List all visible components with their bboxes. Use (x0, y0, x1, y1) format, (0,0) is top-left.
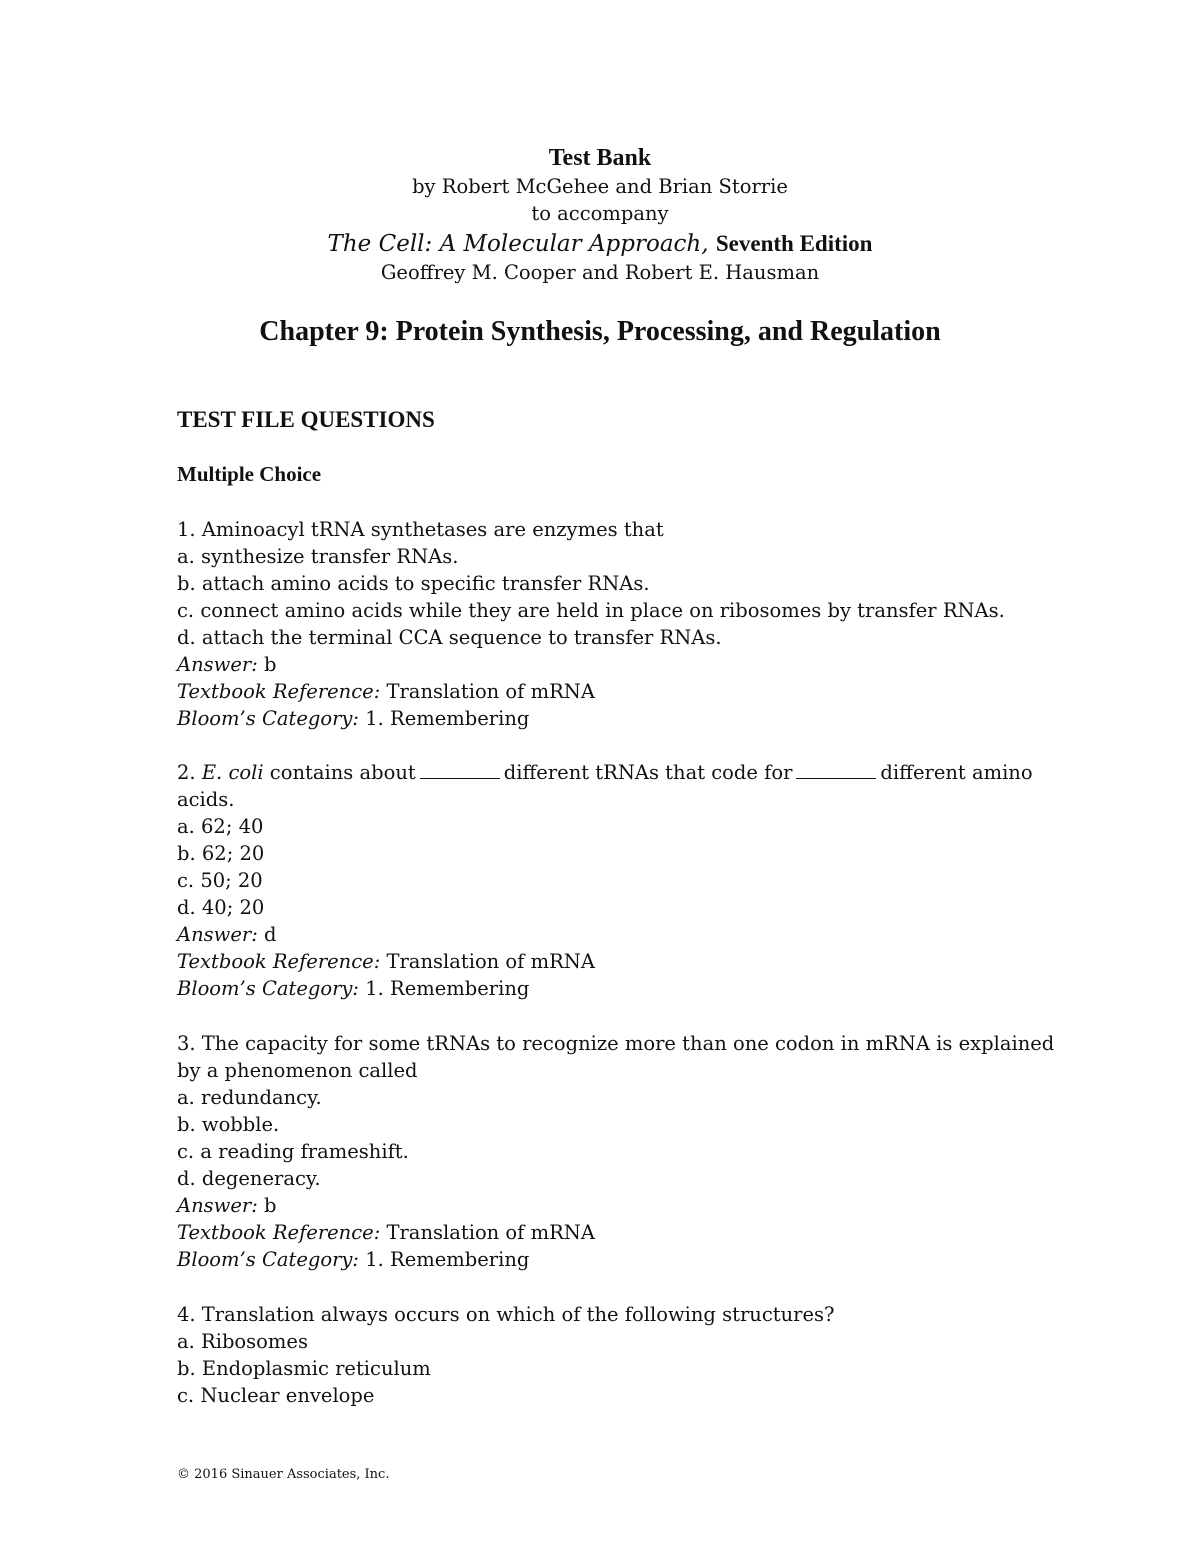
organism-name: E. coli (201, 761, 264, 784)
option: d. 40; 20 (177, 896, 265, 919)
question-number: 2. (177, 761, 196, 784)
option: b. 62; 20 (177, 842, 265, 865)
question-stem-continued: acids. (177, 788, 235, 811)
reference-label: Textbook Reference: (177, 950, 381, 973)
bloom-line (177, 1250, 529, 1270)
stem-part: contains about (269, 761, 416, 784)
answer-value: b (263, 1194, 277, 1217)
reference-label: Textbook Reference: (177, 1221, 381, 1244)
doc-title: Test Bank (548, 145, 652, 171)
option: c. Nuclear envelope (177, 1384, 375, 1407)
option: d. attach the terminal CCA sequence to transfer RNAs. (177, 626, 722, 649)
option: c. connect amino acids while they are held in place on ribosomes by transfer RNAs. (177, 599, 1005, 622)
doc-accompany: to accompany (531, 202, 669, 225)
stem-part: different tRNAs that code for (503, 761, 793, 784)
answer-line (177, 655, 276, 675)
subsection-title: Multiple Choice (177, 462, 322, 486)
option: b. attach amino acids to specific transfer RNAs. (177, 572, 650, 595)
book-title-line (0, 232, 1200, 256)
bloom-value: 1. Remembering (365, 707, 530, 730)
bloom-value: 1. Remembering (365, 1248, 530, 1271)
answer-label: Answer: (177, 1194, 258, 1217)
book-authors: Geoffrey M. Cooper and Robert E. Hausman (380, 261, 820, 284)
option: a. Ribosomes (177, 1330, 308, 1353)
bloom-label: Bloom’s Category: (177, 707, 359, 730)
question-stem-continued: by a phenomenon called (177, 1059, 418, 1082)
bloom-line (177, 709, 529, 729)
option: a. 62; 40 (177, 815, 264, 838)
book-edition: Seventh Edition (715, 231, 873, 256)
doc-authors: by Robert McGehee and Brian Storrie (412, 175, 788, 198)
reference-line (177, 682, 595, 702)
option: d. degeneracy. (177, 1167, 321, 1190)
answer-line (177, 1196, 276, 1216)
answer-value: d (263, 923, 277, 946)
reference-line (177, 1223, 595, 1243)
reference-value: Translation of mRNA (386, 680, 595, 703)
answer-blank (420, 777, 500, 779)
reference-value: Translation of mRNA (386, 950, 595, 973)
answer-label: Answer: (177, 923, 258, 946)
option: c. a reading frameshift. (177, 1140, 409, 1163)
book-title: The Cell: A Molecular Approach, (327, 231, 709, 257)
copyright-footer: © 2016 Sinauer Associates, Inc. (177, 1467, 390, 1482)
bloom-label: Bloom’s Category: (177, 1248, 359, 1271)
answer-value: b (263, 653, 277, 676)
option: a. synthesize transfer RNAs. (177, 545, 459, 568)
bloom-line (177, 979, 529, 999)
option: b. Endoplasmic reticulum (177, 1357, 431, 1380)
answer-label: Answer: (177, 653, 258, 676)
question-stem: 1. Aminoacyl tRNA synthetases are enzymes that (177, 518, 664, 541)
question-stem (177, 763, 1033, 783)
option: c. 50; 20 (177, 869, 263, 892)
option: a. redundancy. (177, 1086, 322, 1109)
question-stem: 4. Translation always occurs on which of the following structures? (177, 1303, 835, 1326)
stem-part: different amino (880, 761, 1033, 784)
reference-value: Translation of mRNA (386, 1221, 595, 1244)
answer-line (177, 925, 276, 945)
reference-label: Textbook Reference: (177, 680, 381, 703)
answer-blank (796, 777, 876, 779)
bloom-label: Bloom’s Category: (177, 977, 359, 1000)
bloom-value: 1. Remembering (365, 977, 530, 1000)
reference-line (177, 952, 595, 972)
section-title: TEST FILE QUESTIONS (177, 407, 435, 432)
option: b. wobble. (177, 1113, 280, 1136)
chapter-title: Chapter 9: Protein Synthesis, Processing, and Regulation (259, 316, 941, 347)
question-stem: 3. The capacity for some tRNAs to recognize more than one codon in mRNA is explained (177, 1032, 1055, 1055)
